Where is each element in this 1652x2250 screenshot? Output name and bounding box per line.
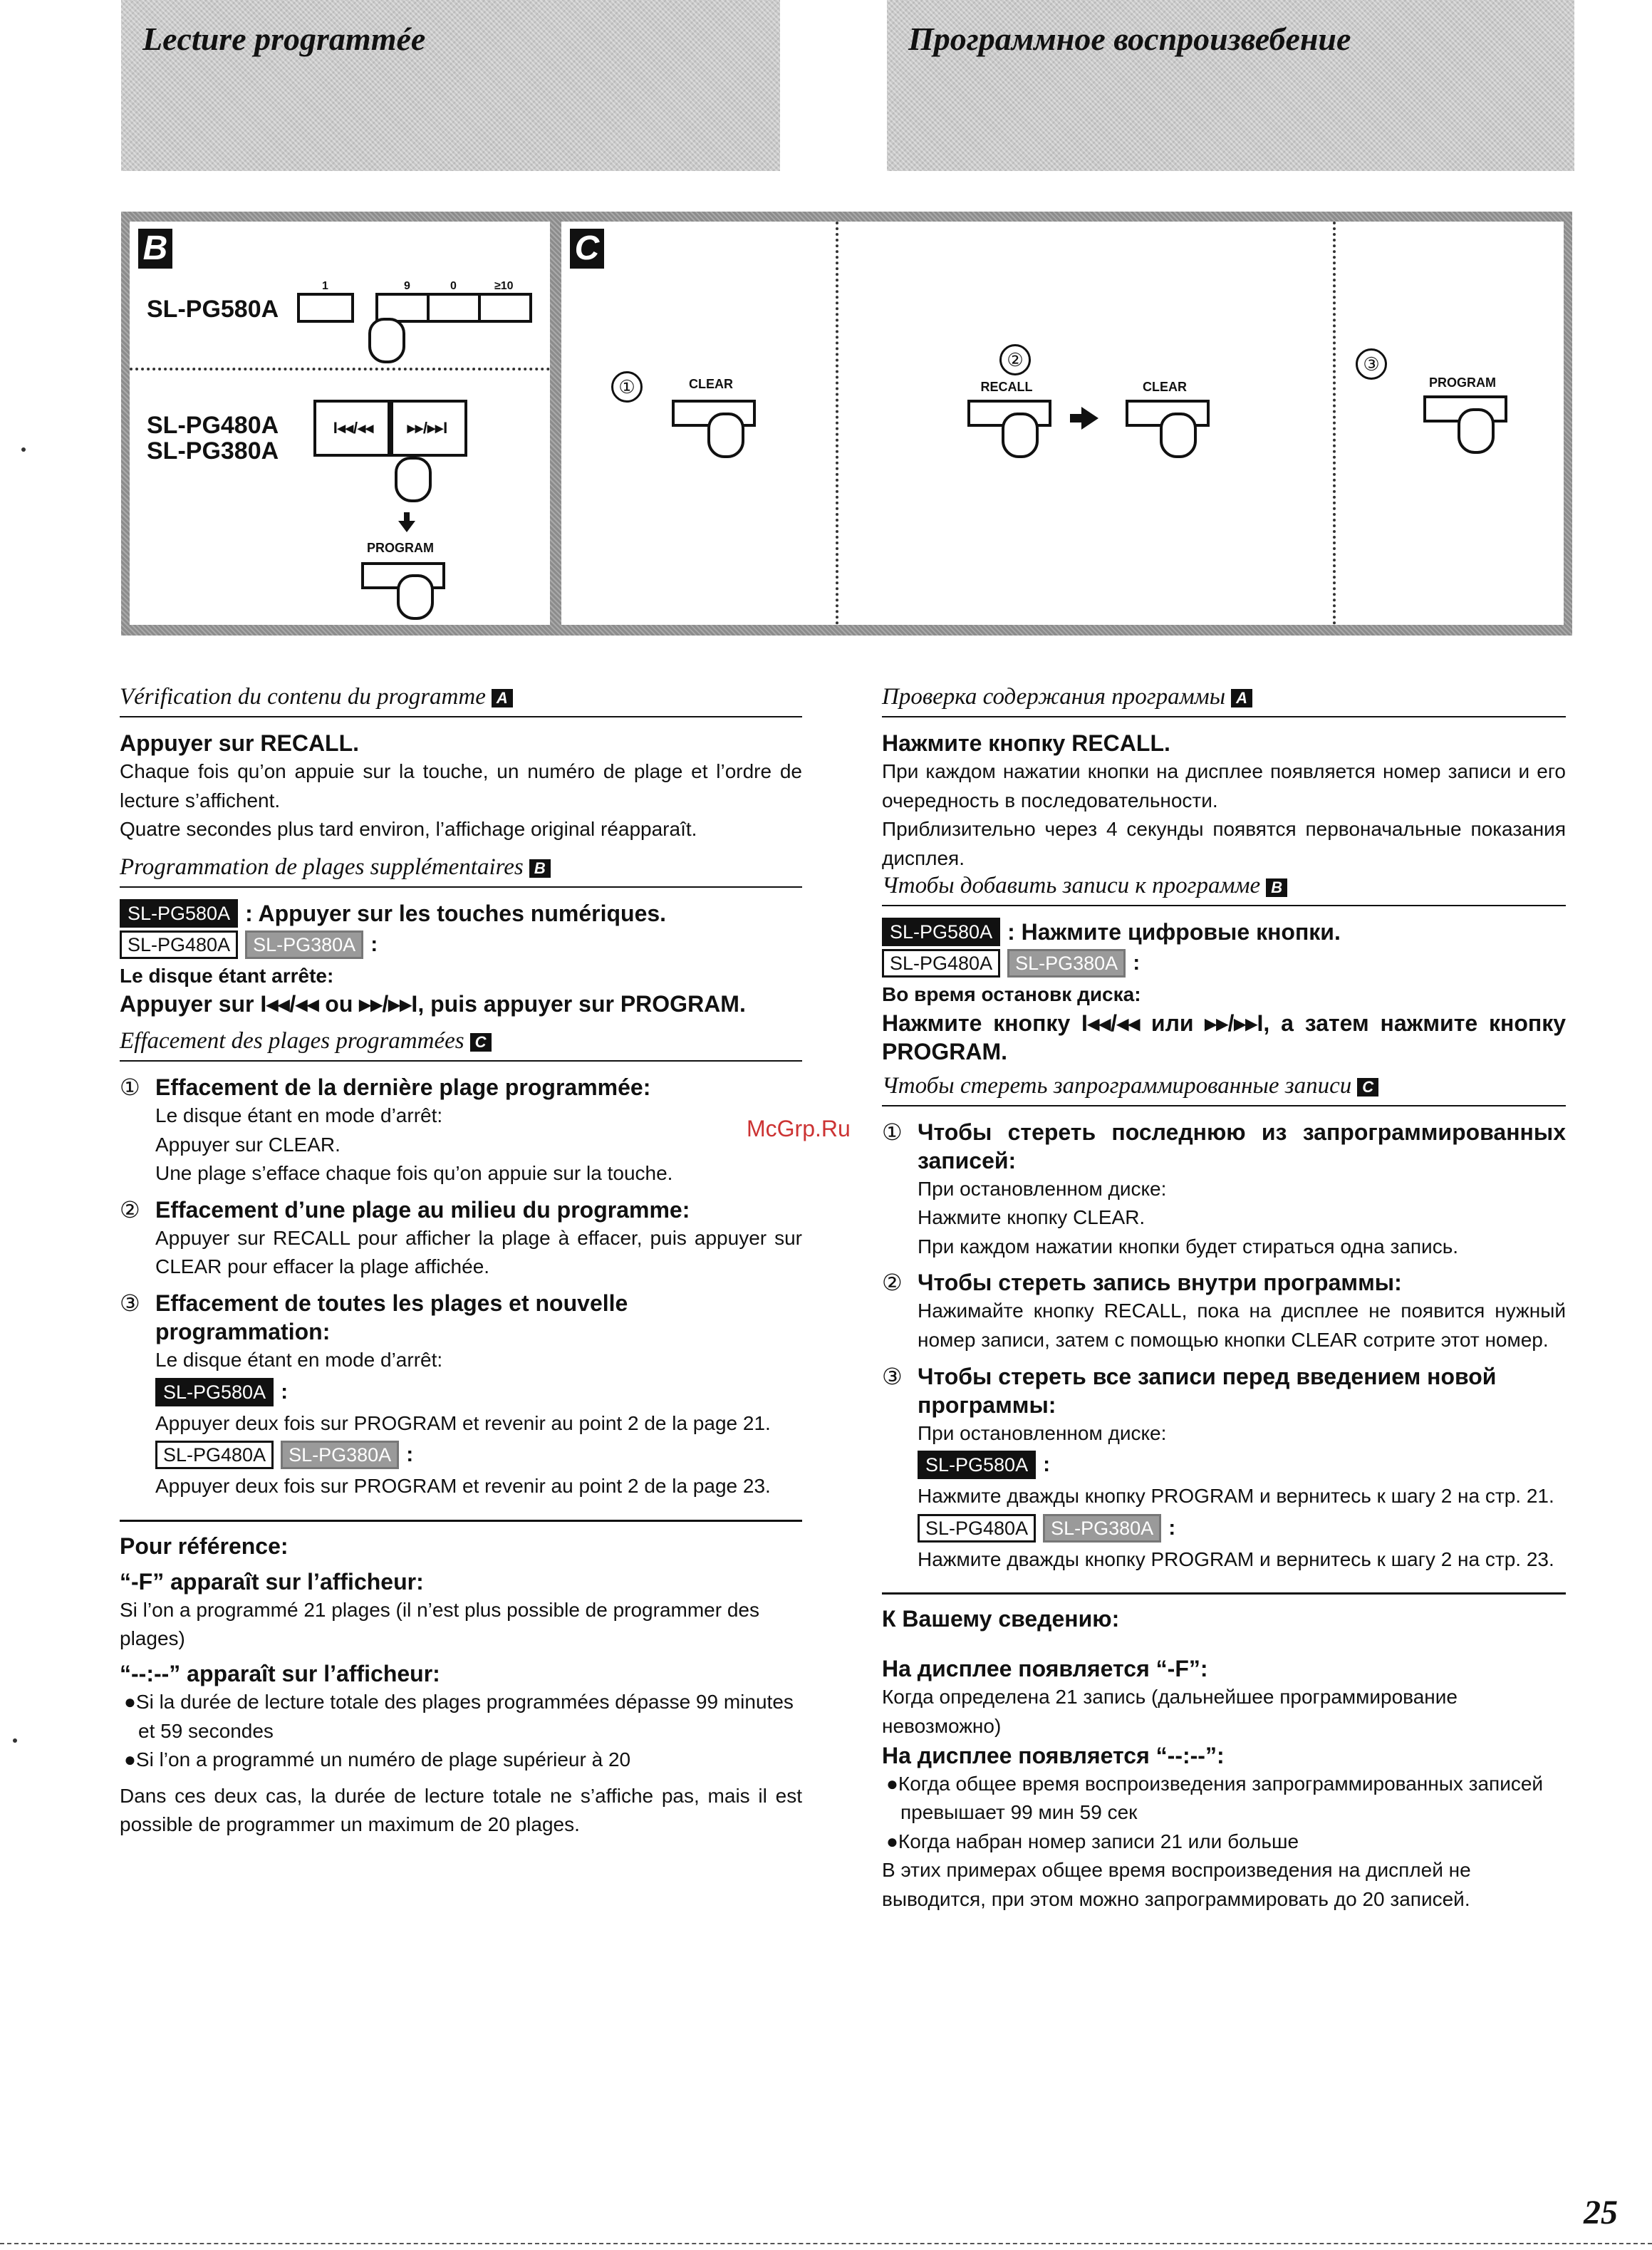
- panel-c-letter: C: [570, 229, 604, 269]
- hand-icon: [1458, 408, 1495, 454]
- item-heading: Чтобы стереть запись внутри программы:: [918, 1270, 1402, 1296]
- hand-icon: [368, 318, 405, 363]
- item-text: Нажмите дважды кнопку PROGRAM и вернитесь к шагу 2 на стр. 21.: [918, 1485, 1554, 1508]
- reference-heading: На дисплее появляется “-F”:: [882, 1656, 1208, 1682]
- french-column: Vérification du contenu du programme A Appuyer sur RECALL. Chaque fois qu’on appuie sur la touche, un numéro de plage et l’ordre de lecture s’affichent. Quatre secondes plus tard environ, l’affichage original réapparaît. Programmation de plages supplémentaires B SL-PG580A : Appuyer sur les touches numériques. SL-PG480A SL-PG380A : Le disque étant arrête: Appuyer sur I◂◂/◂◂ ou ▸▸/▸▸I, puis appuyer sur PROGRAM. Effacement des plages programmées C ① Effacement de la dernière plage programmée: Le disque étant en mode d’arrêt: Appuyer sur CLEAR. Une plage s’efface chaque fois qu’on appuie sur la touche. ② Effacement d’une plage au milieu du programme: Appuyer sur RECALL pour afficher la plage à effacer, puis appuyer sur CLEAR pour effacer la plage affichée. ③ Effacement de toutes les plages et nouvelle programmation: Le disque étant en mode d’arrêt: SL-PG580A : Appuyer deux fois sur PROGRAM et revenir au point 2 de la page 21. SL-PG480A SL-PG380A : Appuyer deux fois sur PROGRAM et revenir au point 2 de la page 23. Pour référence: “-F” apparaît sur l’afficheur: Si l’on a programmé 21 plages (il n’est plus possible de programmer des plages) “--:--” apparaît sur l’afficheur: ●Si la durée de lecture totale des plages programmées dépasse 99 minutes et 59 secondes ●Si l’on a programmé un numéro de plage supérieur à 20 Dans ces deux cas, la durée de lecture totale ne s’affiche pas, mais il est possible de programmer un maximum de 20 plages.: [120, 684, 802, 1840]
- condition-text: Во время остановк диска:: [882, 983, 1141, 1006]
- section-title: Чтобы добавить записи к программе B: [882, 873, 1566, 906]
- badge-b-icon: B: [1266, 878, 1287, 897]
- instruction-heading: Appuyer sur RECALL.: [120, 730, 360, 756]
- key-label-9: 9: [404, 280, 410, 292]
- bullet-item: ●Когда общее время воспроизведения запрограммированных записей превышает 99 мин 59 сек: [886, 1772, 1544, 1824]
- clear-label: CLEAR: [689, 377, 733, 391]
- program-button-label: PROGRAM: [367, 541, 434, 555]
- numeric-key-1[interactable]: [297, 293, 354, 323]
- list-item: [120, 1196, 802, 1282]
- step-1-number: ①: [611, 371, 643, 403]
- item-text: При остановленном диске:: [918, 1177, 1167, 1200]
- footer-line: [0, 2243, 1652, 2244]
- instruction-text: Нажмите кнопку I◂◂/◂◂ или ▸▸/▸▸I, а затем нажмите кнопку PROGRAM.: [882, 1010, 1566, 1064]
- model-tag: SL-PG480A: [155, 1441, 274, 1469]
- page-title-fr: Lecture programmée: [142, 21, 426, 57]
- item-text: Le disque étant en mode d’arrêt:: [155, 1348, 443, 1371]
- badge-a-icon: A: [1231, 689, 1252, 707]
- model-tag: SL-PG380A: [1007, 949, 1126, 978]
- model-tag: SL-PG380A: [245, 930, 363, 959]
- hand-icon: [395, 457, 432, 502]
- recall-label: RECALL: [980, 380, 1033, 394]
- item-text: При каждом нажатии кнопки будет стираться одна запись.: [918, 1235, 1459, 1258]
- item-heading: Чтобы стереть все записи перед введением новой программы:: [918, 1363, 1497, 1418]
- step-2-number: ②: [999, 344, 1031, 375]
- watermark: McGrp.Ru: [747, 1116, 851, 1141]
- step-number: ③: [882, 1363, 903, 1389]
- list-item: ③ Чтобы стереть все записи перед введением новой программы: При остановленном диске: SL-PG580A : Нажмите дважды кнопку PROGRAM и вернитесь к шагу 2 на стр. 21. SL-PG480A SL-PG380A : Нажмите дважды кнопку PROGRAM и вернитесь к шагу 2 на стр. 23.: [882, 1362, 1566, 1575]
- step-number: ①: [882, 1119, 903, 1145]
- reference-text: В этих примерах общее время воспроизведения на дисплей не выводится, при этом можно запрограммировать до 20 записей.: [882, 1859, 1471, 1910]
- hand-icon: [707, 413, 744, 458]
- russian-column: Проверка содержания программы A Нажмите кнопку RECALL. При каждом нажатии кнопки на дисплее появляется номер записи и его очередность в последовательности. Приблизительно через 4 секунды появятся первоначальные показания дисплея. Чтобы добавить записи к программе B SL-PG580A : Нажмите цифровые кнопки. SL-PG480A SL-PG380A : Во время остановк диска: Нажмите кнопку I◂◂/◂◂ или ▸▸/▸▸I, а затем нажмите кнопку PROGRAM. Чтобы стереть запрограммированные записи C ① Чтобы стереть последнюю из запрограммированных записей: При остановленном диске: Нажмите кнопку CLEAR. При каждом нажатии кнопки будет стираться одна запись. ② Чтобы стереть запись внутри программы: Нажимайте кнопку RECALL, пока на дисплее не появится нужный номер записи, затем с помощью кнопки CLEAR сотрите этот номер. ③ Чтобы стереть все записи перед введением новой программы: При остановленном диске: SL-PG580A : Нажмите дважды кнопку PROGRAM и вернитесь к шагу 2 на стр. 21. SL-PG480A SL-PG380A : Нажмите дважды кнопку PROGRAM и вернитесь к шагу 2 на стр. 23. К Вашему сведению: На дисплее появляется “-F”: Когда определена 21 запись (дальнейшее программирование невозможно) На дисплее появляется “--:--”: ●Когда общее время воспроизведения запрограммированных записей превышает 99 мин 59 сек ●Когда набран номер записи 21 или больше В этих примерах общее время воспроизведения на дисплей не выводится, при этом можно запрограммировать до 20 записей.: [882, 684, 1566, 1914]
- reference-text: Si l’on a programmé 21 plages (il n’est plus possible de programmer des plages): [120, 1598, 759, 1650]
- skip-forward-key[interactable]: ▸▸/▸▸I: [388, 400, 467, 457]
- item-heading: Effacement de toutes les plages et nouvelle programmation:: [155, 1290, 628, 1344]
- clear-label-2: CLEAR: [1143, 380, 1187, 394]
- header-left: [121, 0, 780, 171]
- model-tag: SL-PG580A: [882, 918, 1000, 946]
- panel-divider: [1333, 222, 1336, 625]
- arrow-down-icon: [398, 521, 415, 532]
- bullet-item: ●Когда набран номер записи 21 или больше: [886, 1830, 1299, 1852]
- item-text: Нажимайте кнопку RECALL, пока на дисплее не появится нужный номер записи, затем с помощью кнопки CLEAR сотрите этот номер.: [918, 1300, 1566, 1351]
- reference-text: Dans ces deux cas, la durée de lecture totale ne s’affiche pas, mais il est possible de programmer un maximum de 20 plages.: [120, 1784, 802, 1836]
- arrow-right-icon: [1081, 407, 1098, 430]
- section-title: Проверка содержания программы A: [882, 684, 1566, 717]
- badge-c-icon: C: [470, 1033, 492, 1052]
- model-380-label: SL-PG380A: [147, 437, 279, 465]
- item-text: Appuyer deux fois sur PROGRAM et revenir au point 2 de la page 21.: [155, 1411, 771, 1434]
- item-heading: Чтобы стереть последнюю из запрограммированных записей:: [918, 1119, 1566, 1173]
- reference-title: К Вашему сведению:: [882, 1606, 1120, 1632]
- instruction-text: : Appuyer sur les touches numériques.: [245, 900, 667, 926]
- section-title: Effacement des plages programmées C: [120, 1028, 802, 1062]
- step-number: ③: [120, 1290, 140, 1316]
- panel-divider: [130, 368, 550, 370]
- model-tag: SL-PG580A: [120, 899, 238, 928]
- condition-text: Le disque étant arrête:: [120, 964, 334, 987]
- reference-heading: На дисплее появляется “--:--”:: [882, 1742, 1225, 1768]
- model-tag: SL-PG380A: [281, 1441, 399, 1469]
- item-text: Appuyer sur RECALL pour afficher la plage à effacer, puis appuyer sur CLEAR pour effacer la plage affichée.: [155, 1226, 802, 1278]
- reference-heading: “--:--” apparaît sur l’afficheur:: [120, 1660, 440, 1686]
- skip-back-key[interactable]: I◂◂/◂◂: [313, 400, 393, 457]
- item-text: Нажмите кнопку CLEAR.: [918, 1206, 1146, 1229]
- key-label-10: ≥10: [494, 280, 514, 292]
- paragraph: При каждом нажатии кнопки на дисплее появляется номер записи и его очередность в последовательности.: [882, 760, 1566, 812]
- step-number: ②: [882, 1270, 903, 1296]
- item-heading: Effacement d’une plage au milieu du programme:: [155, 1196, 690, 1223]
- hand-icon: [1002, 413, 1039, 458]
- badge-b-icon: B: [529, 859, 551, 878]
- numeric-keys[interactable]: [375, 293, 532, 323]
- divider: [120, 1520, 802, 1522]
- step-number: ②: [120, 1196, 140, 1223]
- bullet-item: ●Si l’on a programmé un numéro de plage supérieur à 20: [124, 1748, 631, 1771]
- model-tag: SL-PG480A: [882, 949, 1000, 978]
- hand-icon: [397, 574, 434, 620]
- item-text: Appuyer sur CLEAR.: [155, 1133, 341, 1156]
- margin-dot: [13, 1738, 17, 1743]
- list-item: [882, 1118, 1566, 1262]
- panel-divider: [836, 222, 838, 625]
- badge-a-icon: A: [492, 689, 513, 707]
- illustration-figure: [121, 212, 1572, 636]
- list-item: [882, 1268, 1566, 1354]
- item-text: Нажмите дважды кнопку PROGRAM и вернитесь к шагу 2 на стр. 23.: [918, 1547, 1554, 1570]
- reference-heading: “-F” apparaît sur l’afficheur:: [120, 1568, 424, 1595]
- panel-c: [561, 222, 1564, 625]
- panel-b: [130, 222, 550, 625]
- section-title: Programmation de plages supplémentaires B: [120, 854, 802, 888]
- model-tag: SL-PG480A: [120, 930, 238, 959]
- reference-title: Pour référence:: [120, 1533, 289, 1559]
- list-item: [120, 1073, 802, 1188]
- section-title: Vérification du contenu du programme A: [120, 684, 802, 717]
- item-heading: Effacement de la dernière plage programmée:: [155, 1074, 651, 1100]
- list-item: ③ Effacement de toutes les plages et nouvelle programmation: Le disque étant en mode d’arrêt: SL-PG580A : Appuyer deux fois sur PROGRAM et revenir au point 2 de la page 21. SL-PG480A SL-PG380A : Appuyer deux fois sur PROGRAM et revenir au point 2 de la page 23.: [120, 1289, 802, 1501]
- instruction-text: : Нажмите цифровые кнопки.: [1007, 919, 1341, 945]
- item-text: При остановленном диске:: [918, 1421, 1167, 1444]
- program-label: PROGRAM: [1429, 375, 1496, 390]
- paragraph: Приблизительно через 4 секунды появятся первоначальные показания дисплея.: [882, 818, 1566, 869]
- page-title-ru: Программное воспроизвебение: [908, 21, 1351, 57]
- page-number: 25: [1584, 2194, 1618, 2231]
- margin-dot: [21, 447, 26, 452]
- instruction-text: Appuyer sur I◂◂/◂◂ ou ▸▸/▸▸I, puis appuyer sur PROGRAM.: [120, 990, 746, 1017]
- model-580-label: SL-PG580A: [147, 296, 279, 323]
- item-text: Une plage s’efface chaque fois qu’on appuie sur la touche.: [155, 1162, 673, 1185]
- key-label-1: 1: [322, 280, 328, 292]
- hand-icon: [1160, 413, 1197, 458]
- item-text: Appuyer deux fois sur PROGRAM et revenir au point 2 de la page 23.: [155, 1475, 771, 1498]
- divider: [882, 1592, 1566, 1595]
- model-480-label: SL-PG480A: [147, 412, 279, 439]
- model-tag: SL-PG380A: [1043, 1514, 1161, 1543]
- step-number: ①: [120, 1074, 140, 1100]
- panel-b-letter: B: [138, 229, 172, 269]
- header-right: [887, 0, 1574, 171]
- step-3-number: ③: [1356, 348, 1387, 380]
- model-tag: SL-PG580A: [918, 1451, 1036, 1479]
- badge-c-icon: C: [1357, 1078, 1378, 1097]
- instruction-heading: Нажмите кнопку RECALL.: [882, 730, 1170, 756]
- paragraph: Quatre secondes plus tard environ, l’affichage original réapparaît.: [120, 818, 697, 841]
- model-tag: SL-PG580A: [155, 1378, 274, 1406]
- key-label-0: 0: [450, 280, 457, 292]
- item-text: Le disque étant en mode d’arrêt:: [155, 1104, 443, 1126]
- bullet-item: ●Si la durée de lecture totale des plages programmées dépasse 99 minutes et 59 secondes: [124, 1690, 794, 1742]
- section-title: Чтобы стереть запрограммированные записи C: [882, 1073, 1566, 1106]
- paragraph: Chaque fois qu’on appuie sur la touche, un numéro de plage et l’ordre de lecture s’affichent.: [120, 760, 802, 812]
- reference-text: Когда определена 21 запись (дальнейшее программирование невозможно): [882, 1686, 1458, 1737]
- model-tag: SL-PG480A: [918, 1514, 1036, 1543]
